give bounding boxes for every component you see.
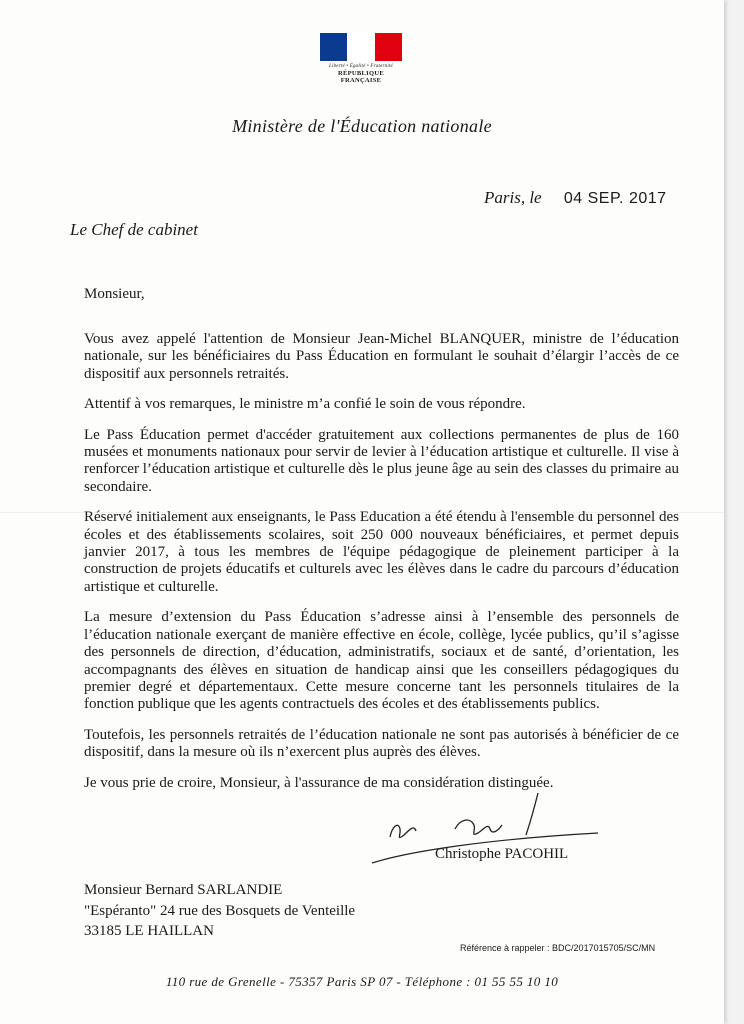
- letter-body: [84, 331, 679, 805]
- recipient-name: Monsieur Bernard SARLANDIE: [84, 882, 283, 898]
- paragraph: Attentif à vos remarques, le ministre m’a confié le soin de vous répondre.: [84, 396, 526, 413]
- dateline-place: Paris, le: [484, 188, 542, 207]
- logo-motto: Liberté • Égalité • Fraternité: [329, 64, 393, 69]
- recipient-address: [84, 880, 355, 942]
- logo-republic: RÉPUBLIQUE FRANÇAISE: [338, 70, 384, 84]
- republic-logo: [320, 33, 402, 84]
- marianne-flag-icon: [320, 33, 402, 61]
- paragraph: Vous avez appelé l'attention de Monsieur Jean-Michel BLANQUER, ministre de l’éducation nationale, sur les bénéficiaires du Pass Éducation en formulant le souhait d’élargir l’accès de ce dispositif aux personnels retraités.: [84, 331, 679, 382]
- recipient-city: 33185 LE HAILLAN: [84, 923, 214, 939]
- paragraph: La mesure d’extension du Pass Éducation s’adresse ainsi à l’ensemble des personnels de l’éducation nationale exerçant de manière effective en école, collège, lycée publics, qu’il s’agisse des personnels de direction, d’éducation, administratifs, sociaux et de santé, d’orientation, les accompagnants des élèves en situation de handicap ainsi que les conseillers pédagogiques du premier degré et départementaux. Cette mesure concerne tant les personnels titulaires de la fonction publique que les agents contractuels des écoles et des établissements publics.: [84, 609, 679, 713]
- paragraph: Réservé initialement aux enseignants, le Pass Education a été étendu à l'ensemble du personnel des écoles et des établissements scolaires, soit 250 000 nouveaux bénéficiaires, et permet depuis janvier 2017, à tous les membres de l'équipe pédagogique de pleinement participer à la construction de projets éducatifs et culturels avec les élèves dans le cadre du parcours d’éducation artistique et culturelle.: [84, 509, 679, 595]
- date-stamp: 04 SEP. 2017: [563, 190, 667, 207]
- footer-address: 110 rue de Grenelle - 75357 Paris SP 07 - Téléphone : 01 55 55 10 10: [165, 974, 559, 989]
- salutation: Monsieur,: [84, 286, 145, 302]
- ministry-heading: Ministère de l'Éducation nationale: [232, 116, 492, 136]
- paragraph: Le Pass Éducation permet d'accéder gratuitement aux collections permanentes de plus de 160 musées et monuments nationaux pour servir de levier à l’éducation artistique et culturelle. Il vise à renforcer l’éducation artistique et culturelle dès le plus jeune âge au sein des classes du primaire au secondaire.: [84, 426, 679, 495]
- dateline: [484, 188, 667, 208]
- recipient-street: "Espéranto" 24 rue des Bosquets de Venteille: [84, 902, 356, 919]
- signatory-name: Christophe PACOHIL: [435, 846, 569, 862]
- reference-number: Référence à rappeler : BDC/2017015705/SC/MN: [460, 943, 656, 953]
- sender-title: Le Chef de cabinet: [70, 220, 198, 239]
- paragraph: Je vous prie de croire, Monsieur, à l'assurance de ma considération distinguée.: [84, 774, 554, 791]
- paragraph: Toutefois, les personnels retraités de l’éducation nationale ne sont pas autorisés à bénéficier de ce dispositif, dans la mesure où ils n’exercent plus auprès des élèves.: [84, 726, 679, 761]
